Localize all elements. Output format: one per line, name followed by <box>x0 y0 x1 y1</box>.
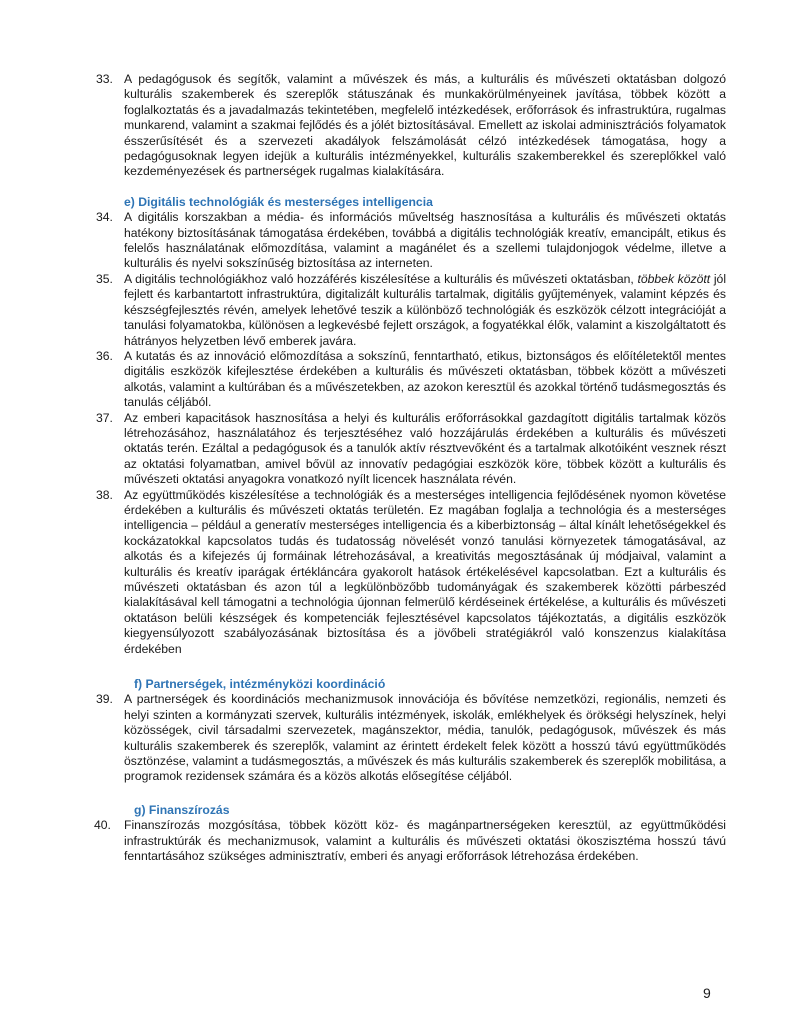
paragraph-number: 40. <box>94 818 111 833</box>
paragraph-38 <box>96 488 726 657</box>
paragraph-text: A digitális korszakban a média- és információs műveltség hasznosítása a kulturális és művészeti oktatás hatékony biztosításának támogatása érdekében, továbbá a digitális technológiák kreatív, emancipált, etikus és felelős használatának előmozdítása, valamint a magánélet és a szellemi tulajdonjogok védelme, illetve a kulturális és nyelvi sokszínűség biztosítása az interneten. <box>124 210 726 271</box>
italic-phrase: többek között <box>637 271 711 286</box>
page-number: 9 <box>703 985 711 1001</box>
paragraph-number: 34. <box>96 210 113 225</box>
paragraph-text: Finanszírozás mozgósítása, többek között köz- és magánpartnerségeken keresztül, az együttműködési infrastruktúrák és mechanizmusok, valamint a kulturális és művészeti oktatási ökoszisztéma hosszú távú fenntartásához szükséges adminisztratív, emberi és anyagi erőforrások létrehozása érdekében. <box>124 818 726 864</box>
paragraph-number: 36. <box>96 348 113 363</box>
section-heading-f: f) Partnerségek, intézményközi koordináció <box>134 677 386 692</box>
paragraph-text: Az emberi kapacitások hasznosítása a helyi és kulturális erőforrásokkal gazdagított digitális tartalmak közös létrehozásához, használatához és terjesztéséhez való hozzájárulás érdekében a kulturális és művészeti oktatás terén. Ezáltal a pedagógusok és a tanulók aktív résztvevőként és a tartalmak alkotóiként vesznek részt az oktatási folyamatban, amivel bővül az innovatív pedagógiai eszközök köre, többek között a kulturális és művészeti oktatási anyagokra vonatkozó nyílt licencek használata révén. <box>124 410 726 487</box>
section-heading-g: g) Finanszírozás <box>134 802 230 817</box>
paragraph-40 <box>96 818 726 864</box>
paragraph-text-part: A digitális technológiákhoz való hozzáférés kiszélesítése a kulturális és művészeti oktatásban, <box>124 271 634 286</box>
paragraph-33 <box>96 72 726 180</box>
section-heading-e: e) Digitális technológiák és mesterséges intelligencia <box>124 194 433 209</box>
paragraph-number: 35. <box>96 271 113 286</box>
paragraph-text: Az együttműködés kiszélesítése a technológiák és a mesterséges intelligencia fejlődésének nyomon követése érdekében a kulturális és művészeti oktatás területén. Ez magában foglalja a technológia és a mesterséges intelligencia – például a generatív mesterséges intelligencia és a kiberbiztonság – által kínált lehetőségekkel és kockázatokkal kapcsolatos tudás és tudatosság növelését vonzó tanulási környezetek támogatásával, az alkotás és a kifejezés új formáinak létrehozásával, a kreativitás megosztásának új módjaival, valamint a kulturális és kreatív iparágak értékláncára gyakorolt hatások értékelésével kapcsolatban. Ezt a kulturális és művészeti oktatásban és azon túl a legkülönbözőbb tudományágak és szakemberek közötti párbeszéd kialakításával kell támogatni a technológia újonnan felmerülő kérdéseinek értékelése, a kulturális és művészeti oktatáson belüli készségek és kompetenciák fejlesztésével kapcsolatos tájékoztatás, a digitális eszközök kiegyensúlyozott szabályozásának biztosítása és a jövőbeli stratégiákról való konszenzus kialakítása érdekében <box>124 487 726 656</box>
paragraph-36 <box>96 349 726 411</box>
paragraph-text: A kutatás és az innováció előmozdítása a sokszínű, fenntartható, etikus, biztonságos és előítéletektől mentes digitális eszközök kifejlesztése érdekében a kulturális és művészeti oktatásban, többek között a művészeti alkotás, valamint a kultúrában és a művészetekben, az azokon keresztül és azokkal történő tudásmegosztás és tanulás céljából. <box>124 348 726 410</box>
paragraph-37 <box>96 411 726 488</box>
paragraph-39 <box>96 692 726 784</box>
paragraph-number: 33. <box>96 72 113 86</box>
paragraph-number: 39. <box>96 692 113 707</box>
page-content <box>96 72 726 865</box>
paragraph-35 <box>96 272 726 349</box>
paragraph-text-part: jól fejlett és karbantartott infrastruktúra, digitalizált kulturális tartalmak, digitális gyűjtemények, valamint képzés és készségfejlesztés révén, amelyek lehetővé teszik a különböző technológiák és eszközök célzott integrációját a tanulási folyamatokba, különösen a legkevésbé fejlett országok, a fogyatékkal élők, valamint a kiszolgáltatott és hátrányos helyzetben lévő emberek javára. <box>124 271 727 348</box>
paragraph-text: A pedagógusok és segítők, valamint a művészek és más, a kulturális és művészeti oktatásban dolgozó kulturális szakemberek és szereplők státuszának és munkakörülményeinek javítása, többek között a foglalkoztatás és a javadalmazás tekintetében, megfelelő intézkedések, erőforrások és infrastruktúra, rugalmas munkarend, valamint a szakmai fejlődés és a jólét biztosításával. Emellett az iskolai adminisztrációs folyamatok ésszerűsítését és a szervezeti akadályok felszámolását célzó intézkedések támogatása, hogy a pedagógusoknak legyen idejük a kulturális intézményekkel, kulturális szakemberekkel és szereplőkkel való kezdeményezések és partnerségek rugalmas kialakítására. <box>124 72 726 179</box>
paragraph-number: 37. <box>96 410 113 425</box>
paragraph-34 <box>96 210 726 272</box>
paragraph-text <box>124 272 726 349</box>
paragraph-text: A partnerségek és koordinációs mechanizmusok innovációja és bővítése nemzetközi, regionális, nemzeti és helyi szinten a kormányzati szervek, kulturális intézmények, iskolák, emlékhelyek és örökségi helyszínek, helyi közösségek, civil társadalmi szervezetek, magánszektor, média, tanulók, pedagógusok, művészek és más kulturális szakemberek és szereplők, valamint az érintett érdekelt felek között a hosszú távú együttműködés ösztönzése, valamint a tudásmegosztás, a művészek és más kulturális szakemberek és szereplők mobilitása, a programok rezidensek számára és a közös alkotás elősegítése céljából. <box>124 692 726 784</box>
paragraph-number: 38. <box>96 487 113 502</box>
